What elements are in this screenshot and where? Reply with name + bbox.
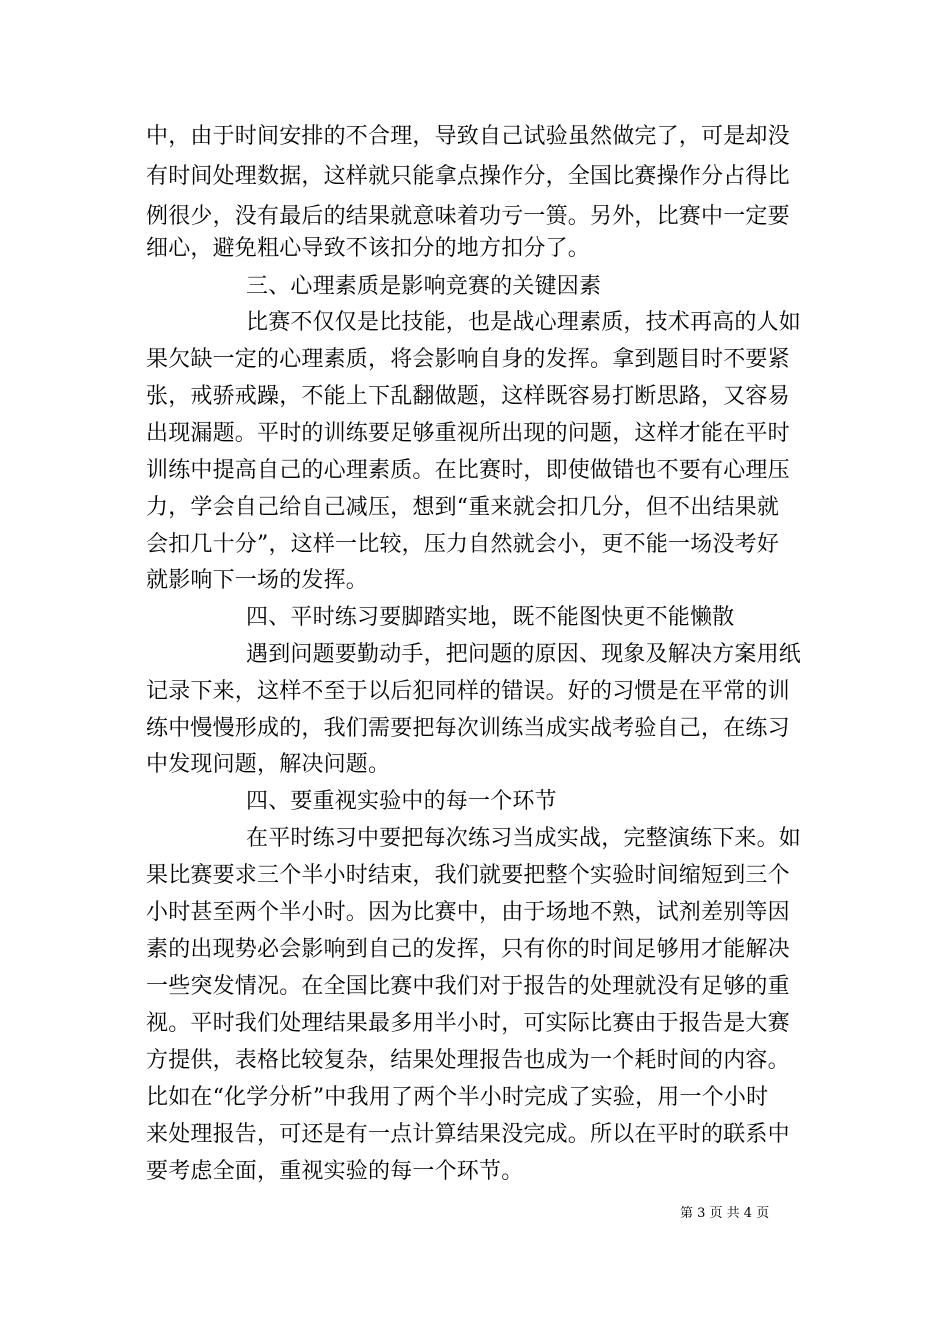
section-heading: 四、要重视实验中的每一个环节 — [246, 789, 557, 814]
body-line: 遇到问题要勤动手，把问题的原因、现象及解决方案用纸 — [246, 642, 802, 667]
body-line: 训练中提高自己的心理素质。在比赛时，即使做错也不要有心理压 — [146, 458, 790, 483]
body-line: 视。平时我们处理结果最多用半小时，可实际比赛由于报告是大赛 — [146, 1011, 790, 1036]
body-line: 来处理报告，可还是有一点计算结果没完成。所以在平时的联系中 — [146, 1122, 790, 1147]
body-line: 比赛不仅仅是比技能，也是战心理素质，技术再高的人如 — [246, 310, 802, 335]
page-number-footer: 第 3 页 共 4 页 — [680, 1206, 770, 1221]
body-line: 一些突发情况。在全国比赛中我们对于报告的处理就没有足够的重 — [146, 974, 790, 999]
body-line: 小时甚至两个半小时。因为比赛中，由于场地不熟，试剂差别等因 — [146, 900, 790, 925]
body-line: 有时间处理数据，这样就只能拿点操作分，全国比赛操作分占得比 — [146, 164, 790, 189]
body-line: 例很少，没有最后的结果就意味着功亏一篑。另外，比赛中一定要 — [146, 204, 790, 229]
body-line: 果欠缺一定的心理素质，将会影响自身的发挥。拿到题目时不要紧 — [146, 347, 790, 372]
body-line: 方提供，表格比较复杂，结果处理报告也成为一个耗时间的内容。 — [146, 1048, 790, 1073]
body-line: 会扣几十分”，这样一比较，压力自然就会小，更不能一场没考好 — [146, 532, 780, 557]
body-line: 细心，避免粗心导致不该扣分的地方扣分了。 — [146, 236, 591, 261]
body-line: 出现漏题。平时的训练要足够重视所出现的问题，这样才能在平时 — [146, 421, 790, 446]
body-line: 比如在“化学分析”中我用了两个半小时完成了实验，用一个小时 — [146, 1085, 769, 1110]
body-line: 要考虑全面，重视实验的每一个环节。 — [146, 1159, 524, 1184]
body-line: 就影响下一场的发挥。 — [146, 568, 369, 593]
body-line: 中发现问题，解决问题。 — [146, 752, 391, 777]
body-line: 力，学会自己给自己减压，想到“重来就会扣几分，但不出结果就 — [146, 495, 780, 520]
body-line: 在平时练习中要把每次练习当成实战，完整演练下来。如 — [246, 826, 802, 851]
section-heading: 三、心理素质是影响竞赛的关键因素 — [246, 274, 602, 299]
body-line: 果比赛要求三个半小时结束，我们就要把整个实验时间缩短到三个 — [146, 863, 790, 888]
body-line: 中，由于时间安排的不合理，导致自己试验虽然做完了，可是却没 — [146, 124, 790, 149]
body-line: 练中慢慢形成的，我们需要把每次训练当成实战考验自己，在练习 — [146, 716, 790, 741]
section-heading: 四、平时练习要脚踏实地，既不能图快更不能懒散 — [246, 605, 735, 630]
body-line: 素的出现势必会影响到自己的发挥，只有你的时间足够用才能解决 — [146, 937, 790, 962]
body-line: 记录下来，这样不至于以后犯同样的错误。好的习惯是在平常的训 — [146, 679, 790, 704]
body-line: 张，戒骄戒躁，不能上下乱翻做题，这样既容易打断思路，又容易 — [146, 384, 790, 409]
